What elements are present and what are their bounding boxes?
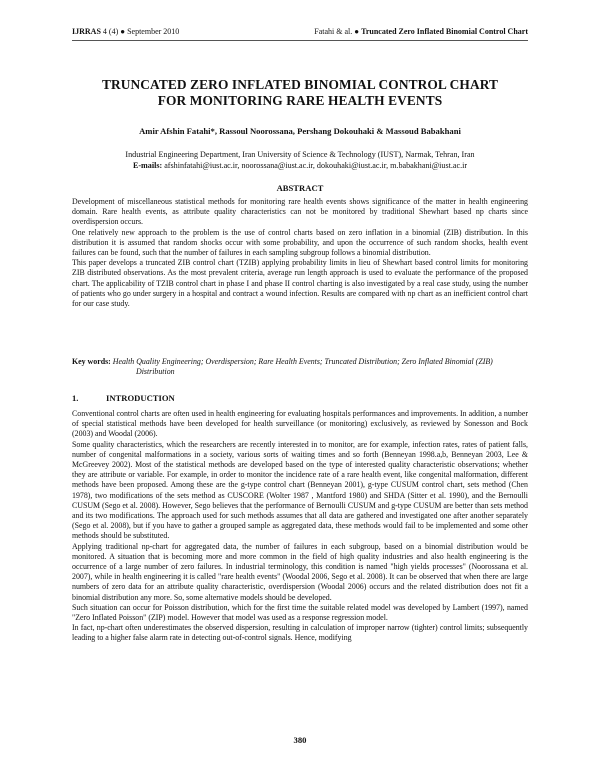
section-number: 1. [72, 393, 79, 403]
section-heading [72, 393, 175, 403]
affiliation: Industrial Engineering Department, Iran University of Science & Technology (IUST), Narmak, Tehran, Iran [125, 150, 475, 159]
section-title: INTRODUCTION [106, 393, 175, 403]
page-number: 380 [293, 735, 307, 745]
running-title [314, 27, 528, 37]
paper-title-line-2: FOR MONITORING RARE HEALTH EVENTS [157, 93, 443, 108]
abstract-paragraph: Development of miscellaneous statistical methods for monitoring rare health events shows significance of the matter in health engineering domain. Rare health events, as attribute quality characteristics can not be monitored by traditional Shewhart based np charts since overdispersion occurs. [72, 197, 528, 227]
paper-title-line-1: TRUNCATED ZERO INFLATED BINOMIAL CONTROL CHART [101, 77, 499, 92]
email-line [72, 161, 528, 172]
body-paragraph: Conventional control charts are often used in health engineering for evaluating hospitals performances and improvements. In addition, a number of special statistical methods have been developed for health surveillance (or monitoring) exclusively, as reviewed by Sonesson and Bock (2003) and Woodal (2006). [72, 409, 528, 439]
body-paragraph: In fact, np-chart often underestimates the observed dispersion, resulting in calculation of improper narrow (tighter) control limits; subsequently leading to a higher false alarm rate in detecting out-of-control signals. Hence, modifying [72, 623, 528, 643]
journal-info [72, 27, 179, 37]
keywords [72, 357, 528, 377]
email-addresses: afshinfatahi@iust.ac.ir, noorossana@iust.ac.ir, dokouhaki@iust.ac.ir, m.babakhani@iust.ac.ir [162, 160, 468, 170]
running-short-title: Truncated Zero Inflated Binomial Control Chart [361, 27, 528, 36]
abstract-text [72, 197, 528, 309]
body-text [72, 409, 528, 644]
journal-issue: 4 (4) ● September 2010 [102, 27, 180, 36]
affiliation-block [72, 150, 528, 171]
body-paragraph: Some quality characteristics, which the researchers are recently interested in to monitor, are for example, infection rates, rates of patient falls, number of congenital malformations in a society, various sorts of waiting times and so forth (Benneyan 1998.a,b, Benneyan 2003, Lee & McGreevey 2002). Most of the statistical methods are developed based on the type of interested quality characteristic observations; whether they are attribute or variable. For example, in order to monitor the incidence rate of a rare health event, like congenital malformation, different methods have been proposed. Among these are the g-type control chart (Benneyan 2001), g-type CUSUM control chart, sets method (Chen 1978), two modifications of the sets method as CUSCORE (Wolter 1987 , Mantford 1980) and SHDA (Sitter et al. 1990), and the Bernoulli CUSUM (Sego et al. 2008). However, Sego believes that the performance of Bernoulli CUSUM and g-type CUSUM are better than sets method and its two modifications. The approach used for such methods assumes that all data are gathered and investigated one after another separately (Sego et al. 2008), but if you have to gather a grouped sample as aggregated data, these methods would fail to be implemented and some other methods should be substituted. [72, 439, 528, 541]
abstract-paragraph: One relatively new approach to the problem is the use of control charts based on zero inflation in a binomial (ZIB) distribution. In this distribution it is assumed that random shocks occur with some probability, and upon the occurrence of such random shocks, health event failures can be found, such that the number of failures in each sampling subgroup follows a binomial distribution. [72, 227, 528, 258]
abstract-heading: ABSTRACT [276, 183, 324, 193]
running-authors: Fatahi & al. ● [314, 27, 360, 36]
author-list: Amir Afshin Fatahi*, Rassoul Noorossana, Pershang Dokouhaki & Massoud Babakhani [139, 126, 461, 136]
emails-label: E-mails: [132, 160, 163, 170]
keywords-list: Health Quality Engineering; Overdispersion; Rare Health Events; Truncated Distribution; Zero Inflated Binomial (ZIB) Distribution [110, 357, 493, 377]
keywords-label: Key words: [72, 357, 111, 366]
body-paragraph: Applying traditional np-chart for aggregated data, the number of failures in each subgroup, based on a binomial distribution would be monitored. A situation that is becoming more and more common in the field of high quality industries and also health engineering is the occurrence of a large number of zero failures. In industrial terminology, this condition is named "high yields processes" (Noorossana et al. 2007), while in health engineering it is called "rare health events" (Woodal 2006, Sego et al. 2008). It can be observed that when there are large numbers of zero data for an attribute quality characteristic, overdispersion (Woodal 2006) occurs and the related distribution does not fit a binomial distribution any more. So, some alternative models should be developed. [72, 541, 528, 602]
running-header [72, 27, 528, 41]
body-paragraph: Such situation can occur for Poisson distribution, which for the first time the suitable related model was developed by Lambert (1997), named "Zero Inflated Poisson" (ZIP) model. However that model was used as a response regression model. [72, 602, 528, 623]
paper-title [72, 77, 528, 109]
abstract-paragraph: This paper develops a truncated ZIB control chart (TZIB) applying probability limits in lieu of Shewhart based control limits for monitoring ZIB distributed observations. As the most prevalent criteria, average run length approach is used to evaluate the performance of the proposed chart. The applicability of TZIB control chart in phase I and phase II control charting is also investigated by a real case study, using the number of patients who go under surgery in a hospital and contract a wound infection. Results are compared with np chart as an inefficient control chart for our case study. [72, 258, 528, 309]
journal-name: IJRRAS [72, 27, 101, 36]
